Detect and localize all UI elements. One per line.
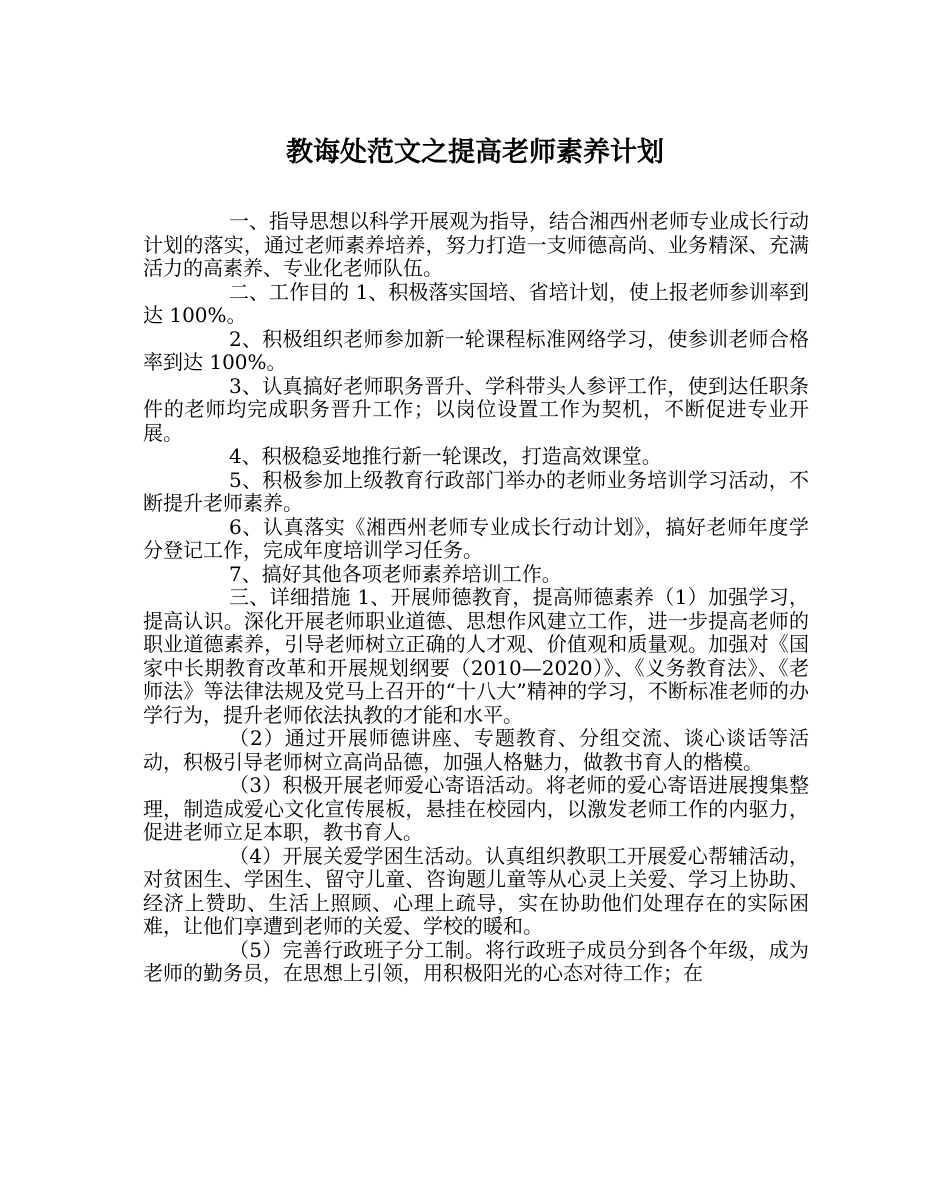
document-body — [143, 210, 809, 986]
paragraph: 7、搞好其他各项老师素养培训工作。 — [229, 561, 562, 586]
paragraph: （3）积极开展老师爱心寄语活动。将老师的爱心寄语进展搜集整理，制造成爱心文化宣传展板，悬挂在校园内，以激发老师工作的内驱力，促进老师立足本职，教书育人。 — [143, 773, 809, 844]
paragraph: （4）开展关爱学困生活动。认真组织教职工开展爱心帮辅活动，对贫困生、学困生、留守儿童、咨询题儿童等从心灵上关爱、学习上协助、经济上赞助、生活上照顾、心理上疏导，实在协助他们处理存在的实际困难，让他们享遭到老师的关爱、学校的暖和。 — [143, 843, 809, 938]
paragraph: 三、详细措施 1、开展师德教育，提高师德素养（1）加强学习，提高认识。深化开展老师职业道德、思想作风建立工作，进一步提高老师的职业道德素养，引导老师树立正确的人才观、价值观和质量观。加强对《国家中长期教育改革和开展规划纲要（2010—2020）》、《义务教育法》、《老师法》等法律法规及党马上召开的“十八大”精神的学习，不断标准老师的办学行为，提升老师依法执教的才能和水平。 — [143, 585, 809, 727]
paragraph: 2、积极组织老师参加新一轮课程标准网络学习，使参训老师合格率到达 100%。 — [143, 326, 809, 374]
paragraph: 3、认真搞好老师职务晋升、学科带头人参评工作，使到达任职条件的老师均完成职务晋升工作；以岗位设置工作为契机，不断促进专业开展。 — [143, 373, 809, 445]
paragraph: 6、认真落实《湘西州老师专业成长行动计划》，搞好老师年度学分登记工作，完成年度培训学习任务。 — [143, 514, 809, 562]
paragraph: （2）通过开展师德讲座、专题教育、分组交流、谈心谈话等活动，积极引导老师树立高尚品德，加强人格魅力，做教书育人的楷模。 — [143, 726, 809, 774]
paragraph: 4、积极稳妥地推行新一轮课改，打造高效课堂。 — [229, 444, 662, 468]
paragraph: 二、工作目的 1、积极落实国培、省培计划，使上报老师参训率到达 100%。 — [143, 279, 809, 327]
paragraph: 一、指导思想以科学开展观为指导，结合湘西州老师专业成长行动计划的落实，通过老师素养培养，努力打造一支师德高尚、业务精深、充满活力的高素养、专业化老师队伍。 — [143, 209, 809, 280]
paragraph: 5、积极参加上级教育行政部门举办的老师业务培训学习活动，不断提升老师素养。 — [143, 467, 809, 515]
paragraph: （5）完善行政班子分工制。将行政班子成员分到各个年级，成为老师的勤务员，在思想上引领，用积极阳光的心态对待工作；在 — [143, 937, 809, 985]
document-title: 教诲处范文之提高老师素养计划 — [286, 137, 664, 168]
